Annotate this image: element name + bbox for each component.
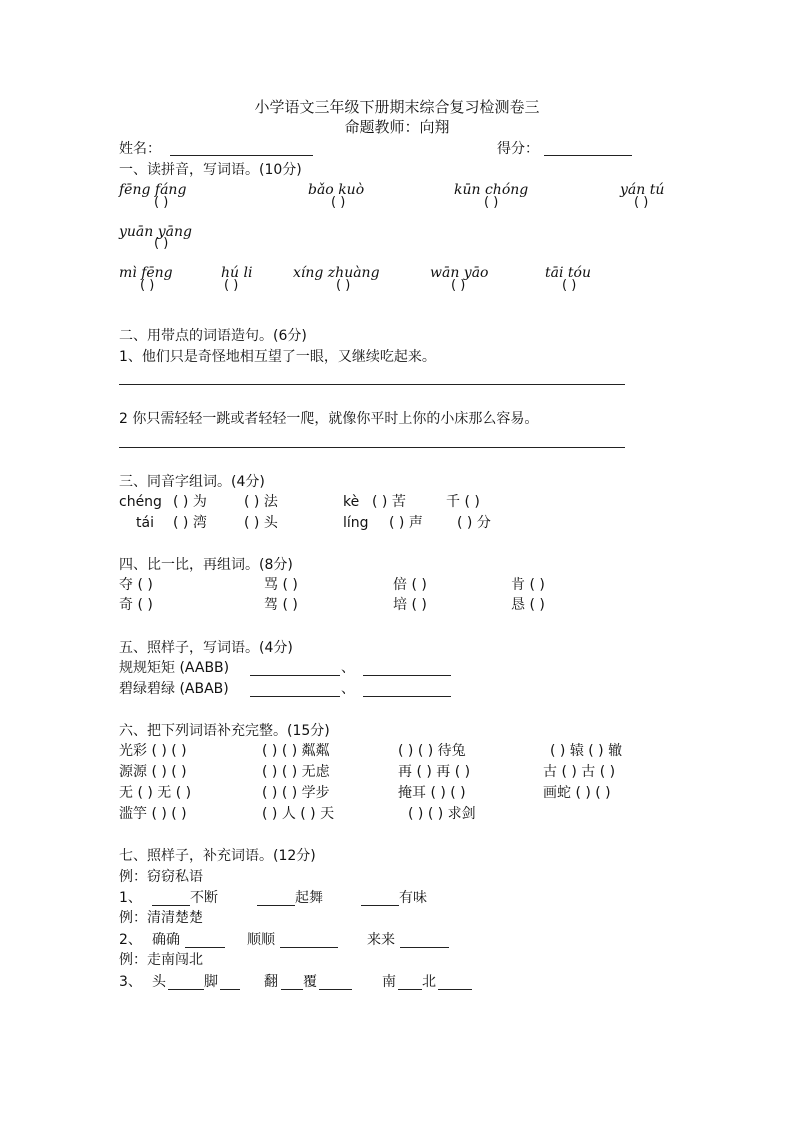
- pattern-blank[interactable]: [250, 675, 340, 676]
- homophone-blank[interactable]: ( ) 头: [244, 515, 278, 531]
- fill-blank[interactable]: [319, 989, 352, 990]
- score-label: 得分：: [497, 141, 539, 157]
- compare-item[interactable]: 倍 ( ): [393, 577, 427, 593]
- homophone-blank[interactable]: ( ) 分: [457, 515, 491, 531]
- answer-box[interactable]: ( ): [634, 195, 649, 210]
- fill-blank[interactable]: [281, 989, 303, 990]
- answer-box[interactable]: ( ): [562, 278, 577, 293]
- homophone-pinyin: chéng: [119, 494, 162, 510]
- fill-blank[interactable]: [152, 905, 190, 906]
- homophone-pinyin: líng: [343, 515, 369, 531]
- separator: 、: [341, 660, 355, 676]
- idiom-item[interactable]: 再 ( ) 再 ( ): [398, 764, 471, 780]
- idiom-item[interactable]: 无 ( ) 无 ( ): [119, 785, 192, 801]
- pattern-example: 规规矩矩 (AABB): [119, 660, 230, 676]
- pinyin-item: fēng fáng: [119, 182, 187, 198]
- homophone-pinyin: tái: [136, 515, 154, 531]
- idiom-item[interactable]: ( ) ( ) 无虑: [262, 764, 330, 780]
- fill-blank[interactable]: [438, 989, 472, 990]
- fill-blank[interactable]: [400, 947, 449, 948]
- homophone-blank[interactable]: ( ) 声: [389, 515, 423, 531]
- sentence-prompt-2: 2 你只需轻轻一跳或者轻轻一爬，就像你平时上你的小床那么容易。: [119, 411, 539, 427]
- compare-item[interactable]: 驾 ( ): [264, 597, 298, 613]
- pinyin-item: hú li: [221, 265, 253, 281]
- word-part: 有味: [399, 890, 427, 906]
- compare-item[interactable]: 夺 ( ): [119, 577, 153, 593]
- section-3-heading: 三、同音字组词。(4分): [119, 474, 265, 490]
- pattern-example: 碧绿碧绿 (ABAB): [119, 681, 229, 697]
- separator: 、: [341, 681, 355, 697]
- question-number: 1、: [119, 890, 142, 906]
- page-title: 小学语文三年级下册期末综合复习检测卷三: [254, 98, 540, 116]
- teacher-line: 命题教师：向翔: [344, 118, 450, 136]
- answer-box[interactable]: ( ): [331, 195, 346, 210]
- fill-blank[interactable]: [220, 989, 240, 990]
- fill-blank[interactable]: [280, 947, 338, 948]
- compare-item[interactable]: 骂 ( ): [264, 577, 298, 593]
- pinyin-item: wān yāo: [430, 265, 489, 281]
- section-2-heading: 二、用带点的词语造句。(6分): [119, 328, 307, 344]
- fill-blank[interactable]: [168, 989, 204, 990]
- sentence-prompt-1: 1、他们只是奇怪地相互望了一眼，又继续吃起来。: [119, 349, 436, 365]
- pinyin-item: xíng zhuàng: [293, 265, 380, 281]
- question-number: 2、: [119, 932, 142, 948]
- word-part: 确确: [152, 932, 180, 948]
- name-blank[interactable]: [170, 155, 313, 156]
- idiom-item[interactable]: 古 ( ) 古 ( ): [543, 764, 616, 780]
- idiom-item[interactable]: 滥竽 ( ) ( ): [119, 806, 187, 822]
- section-6-heading: 六、把下列词语补充完整。(15分): [119, 723, 330, 739]
- answer-line-2[interactable]: [119, 447, 625, 448]
- compare-item[interactable]: 培 ( ): [393, 597, 427, 613]
- compare-item[interactable]: 肯 ( ): [511, 577, 545, 593]
- idiom-item[interactable]: ( ) ( ) 求剑: [408, 806, 476, 822]
- word-part: 顺顺: [247, 932, 275, 948]
- idiom-item[interactable]: 源源 ( ) ( ): [119, 764, 187, 780]
- compare-item[interactable]: 恳 ( ): [511, 597, 545, 613]
- idiom-item[interactable]: 画蛇 ( ) ( ): [543, 785, 611, 801]
- answer-box[interactable]: ( ): [224, 278, 239, 293]
- word-part: 起舞: [295, 890, 323, 906]
- example-3: 例：走南闯北: [119, 952, 203, 968]
- idiom-item[interactable]: 掩耳 ( ) ( ): [398, 785, 466, 801]
- name-label: 姓名：: [119, 141, 161, 157]
- word-part: 北: [422, 974, 436, 990]
- answer-box[interactable]: ( ): [451, 278, 466, 293]
- answer-box[interactable]: ( ): [336, 278, 351, 293]
- fill-blank[interactable]: [398, 989, 422, 990]
- idiom-item[interactable]: ( ) ( ) 学步: [262, 785, 330, 801]
- section-1-heading: 一、读拼音，写词语。(10分): [119, 162, 302, 178]
- section-5-heading: 五、照样子，写词语。(4分): [119, 640, 293, 656]
- word-part: 不断: [190, 890, 218, 906]
- answer-box[interactable]: ( ): [140, 278, 155, 293]
- word-part: 来来: [367, 932, 395, 948]
- answer-line-1[interactable]: [119, 384, 625, 385]
- homophone-blank[interactable]: ( ) 苦: [372, 494, 406, 510]
- answer-box[interactable]: ( ): [154, 195, 169, 210]
- pattern-blank[interactable]: [250, 696, 340, 697]
- homophone-pinyin: kè: [343, 494, 360, 510]
- idiom-item[interactable]: 光彩 ( ) ( ): [119, 743, 187, 759]
- pinyin-item: mì fēng: [119, 265, 173, 281]
- homophone-blank[interactable]: 千 ( ): [446, 494, 480, 510]
- homophone-blank[interactable]: ( ) 为: [173, 494, 207, 510]
- compare-item[interactable]: 奇 ( ): [119, 597, 153, 613]
- pinyin-item: tāi tóu: [545, 265, 591, 281]
- idiom-item[interactable]: ( ) 人 ( ) 天: [262, 806, 335, 822]
- answer-box[interactable]: ( ): [154, 236, 169, 251]
- pattern-blank[interactable]: [363, 696, 451, 697]
- fill-blank[interactable]: [257, 905, 295, 906]
- pinyin-item: yán tú: [620, 182, 665, 198]
- score-blank[interactable]: [544, 155, 632, 156]
- section-7-heading: 七、照样子，补充词语。(12分): [119, 848, 316, 864]
- fill-blank[interactable]: [185, 947, 225, 948]
- example-1: 例：窃窃私语: [119, 869, 203, 885]
- homophone-blank[interactable]: ( ) 湾: [173, 515, 207, 531]
- homophone-blank[interactable]: ( ) 法: [244, 494, 278, 510]
- question-number: 3、: [119, 974, 142, 990]
- idiom-item[interactable]: ( ) ( ) 待兔: [398, 743, 466, 759]
- word-part: 翻: [264, 974, 278, 990]
- answer-box[interactable]: ( ): [484, 195, 499, 210]
- word-part: 脚: [204, 974, 218, 990]
- section-4-heading: 四、比一比，再组词。(8分): [119, 557, 293, 573]
- pinyin-item: kūn chóng: [454, 182, 529, 198]
- pattern-blank[interactable]: [363, 675, 451, 676]
- example-2: 例：清清楚楚: [119, 910, 203, 926]
- idiom-item[interactable]: ( ) 辕 ( ) 辙: [550, 743, 623, 759]
- word-part: 头: [152, 974, 166, 990]
- idiom-item[interactable]: ( ) ( ) 粼粼: [262, 743, 330, 759]
- word-part: 覆: [303, 974, 317, 990]
- word-part: 南: [382, 974, 396, 990]
- pinyin-item: yuān yāng: [119, 224, 192, 240]
- pinyin-item: bǎo kuò: [308, 182, 365, 198]
- fill-blank[interactable]: [361, 905, 399, 906]
